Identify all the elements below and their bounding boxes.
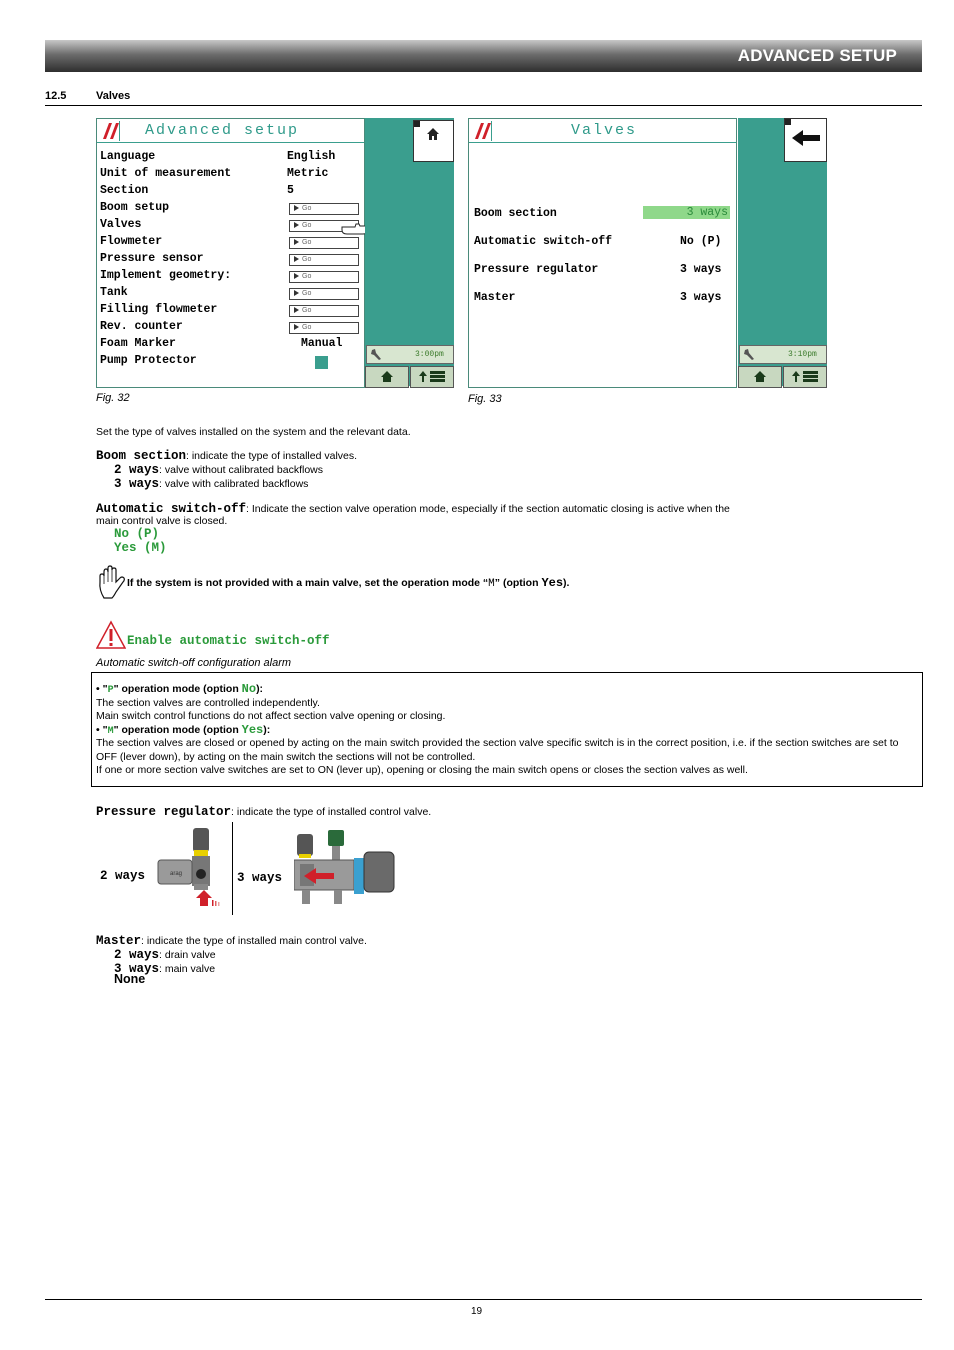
- fig32-go-button[interactable]: [289, 237, 359, 249]
- go-label: Go: [302, 273, 312, 280]
- master-desc: Master: indicate the type of installed main control valve.: [96, 934, 367, 948]
- brand-logo-icon: [471, 122, 491, 140]
- home-icon: [426, 127, 440, 141]
- header-bar: [45, 40, 922, 72]
- master-option-2ways: 2 ways: drain valve: [114, 948, 216, 962]
- fig32-go-button[interactable]: [289, 203, 359, 215]
- up-menu-icon: [792, 370, 820, 384]
- master-option-3ways: 3 ways: main valve: [114, 962, 216, 976]
- footer-rule: [45, 1299, 922, 1300]
- master-option-none: None: [114, 972, 146, 986]
- pressure-label-3ways: 3 ways: [237, 871, 283, 885]
- play-icon: [294, 222, 299, 228]
- fig32-title: Advanced setup: [145, 122, 300, 139]
- section-title: Valves: [96, 90, 131, 102]
- fig33-selected-value[interactable]: 3 ways: [643, 206, 730, 219]
- brand-logo-icon: [99, 122, 119, 140]
- svg-text:arag: arag: [170, 871, 183, 877]
- back-arrow-icon: [791, 128, 821, 148]
- three-way-valve-image: [294, 828, 398, 908]
- fig32-go-button[interactable]: [289, 254, 359, 266]
- fig32-row-label: Tank: [100, 286, 128, 299]
- autoswitch-option-yes: Yes (M): [114, 541, 167, 555]
- fig33-row-label: Boom section: [474, 207, 557, 220]
- boom-option-2ways: 2 ways: valve without calibrated backflows: [114, 463, 324, 477]
- fig32-go-button[interactable]: [289, 322, 359, 334]
- section-number: 12.5: [45, 90, 67, 102]
- fig32-clock: 3:00pm: [415, 350, 444, 359]
- fig33-status-bar: [739, 345, 827, 364]
- m-mode-line1: The section valves are closed or opened by acting on the main switch provided the section valve specific switch is in the correct position, i.e. if the section switches are set to OFF (lever down), by acting on the main switch the sections will not be controlled.: [96, 737, 899, 763]
- operation-mode-box: [91, 672, 923, 787]
- fig32-menu-softkey[interactable]: [410, 366, 454, 388]
- fig32-row-label: Filling flowmeter: [100, 303, 218, 316]
- home-icon: [380, 370, 394, 383]
- p-mode-line2: Main switch control functions do not affect section valve opening or closing.: [96, 710, 446, 722]
- page-number: 19: [471, 1306, 483, 1317]
- alarm-caption: Automatic switch-off configuration alarm: [96, 657, 292, 669]
- home-icon: [753, 370, 767, 383]
- fig33-row-label: Pressure regulator: [474, 263, 599, 276]
- autoswitch-option-no: No (P): [114, 527, 160, 541]
- autoswitch-desc: Automatic switch-off: Indicate the section valve operation mode, especially if the section automatic closing is active when the: [96, 502, 730, 516]
- fig32-home-softkey[interactable]: [365, 366, 409, 388]
- wrench-icon: [743, 348, 755, 361]
- warning-triangle-icon: [96, 620, 126, 650]
- m-mode-line2: If one or more section valve switches are set to ON (lever up), opening or closing the main switch opens or closes the section valves as well.: [96, 764, 748, 776]
- go-label: Go: [302, 256, 312, 263]
- fig32-row-label: Valves: [100, 218, 142, 231]
- fig33-main-panel: [468, 118, 737, 388]
- wrench-icon: [370, 348, 382, 361]
- fig32-status-bar: [366, 345, 454, 364]
- fig32-row-value: Metric: [287, 167, 329, 180]
- fig32-row-label: Unit of measurement: [100, 167, 232, 180]
- fig32-row-label: Foam Marker: [100, 337, 176, 350]
- fig33-clock: 3:10pm: [788, 350, 817, 359]
- go-label: Go: [302, 222, 312, 229]
- pressure-divider: [232, 822, 233, 915]
- fig32-screen: [96, 118, 456, 390]
- fig33-title: Valves: [571, 122, 638, 139]
- play-icon: [294, 205, 299, 211]
- fig33-caption: Fig. 33: [468, 393, 502, 405]
- boom-section-desc: Boom section: indicate the type of installed valves.: [96, 449, 358, 463]
- pressure-label-2ways: 2 ways: [100, 869, 146, 883]
- alarm-title: Enable automatic switch-off: [127, 634, 330, 648]
- note-text: If the system is not provided with a main valve, set the operation mode “M” (option Yes).: [127, 576, 570, 590]
- fig32-main-panel: [96, 118, 365, 388]
- fig32-row-value: English: [287, 150, 336, 163]
- fig32-go-button[interactable]: [289, 305, 359, 317]
- play-icon: [294, 324, 299, 330]
- fig33-softkey-column: [738, 118, 827, 386]
- section-rule: [45, 105, 922, 106]
- fig32-caption: Fig. 32: [96, 392, 130, 404]
- fig33-title-bar: [469, 119, 736, 143]
- fig32-home-key[interactable]: [413, 120, 454, 162]
- go-label: Go: [302, 307, 312, 314]
- pressure-regulator-desc: Pressure regulator: indicate the type of installed control valve.: [96, 805, 432, 819]
- fig33-screen: [468, 118, 830, 390]
- fig32-row-label: Boom setup: [100, 201, 170, 214]
- fig32-title-bar: [97, 119, 364, 143]
- fig33-row-label: Master: [474, 291, 516, 304]
- fig33-row-value: No (P): [680, 235, 722, 248]
- fig33-menu-softkey[interactable]: [783, 366, 827, 388]
- fig32-row-label: Language: [100, 150, 156, 163]
- fig33-row-value: 3 ways: [680, 291, 722, 304]
- play-icon: [294, 307, 299, 313]
- fig33-row-label: Automatic switch-off: [474, 235, 613, 248]
- play-icon: [294, 273, 299, 279]
- fig32-row-label: Section: [100, 184, 149, 197]
- fig33-back-key[interactable]: [784, 118, 827, 162]
- fig32-row-value: 5: [287, 184, 294, 197]
- hand-note-icon: [96, 564, 128, 600]
- autoswitch-desc-line2: main control valve is closed.: [96, 515, 228, 527]
- go-label: Go: [302, 239, 312, 246]
- up-menu-icon: [419, 370, 447, 384]
- go-label: Go: [302, 324, 312, 331]
- play-icon: [294, 290, 299, 296]
- header-title: ADVANCED SETUP: [737, 46, 897, 65]
- fig32-row-label: Pump Protector: [100, 354, 197, 367]
- fig33-home-softkey[interactable]: [738, 366, 782, 388]
- p-mode-heading: • "P" operation mode (option No):: [96, 682, 264, 696]
- fig32-row-label: Pressure sensor: [100, 252, 204, 265]
- intro-text: Set the type of valves installed on the system and the relevant data.: [96, 426, 411, 438]
- fig32-row-label: Flowmeter: [100, 235, 163, 248]
- go-label: Go: [302, 290, 312, 297]
- fig33-row-value: 3 ways: [680, 263, 722, 276]
- fig32-go-button[interactable]: [289, 271, 359, 283]
- m-mode-heading: • "M" operation mode (option Yes):: [96, 723, 271, 737]
- fig32-go-button[interactable]: [289, 288, 359, 300]
- pump-protector-toggle[interactable]: [315, 356, 328, 369]
- go-label: Go: [302, 205, 312, 212]
- fig32-softkey-column: [365, 118, 454, 386]
- play-icon: [294, 256, 299, 262]
- fig32-row-value: Manual: [301, 337, 343, 350]
- boom-option-3ways: 3 ways: valve with calibrated backflows: [114, 477, 309, 491]
- fig32-row-label: Implement geometry:: [100, 269, 232, 282]
- two-way-valve-image: [156, 826, 222, 908]
- fig32-row-label: Rev. counter: [100, 320, 183, 333]
- p-mode-line1: The section valves are controlled independently.: [96, 697, 320, 709]
- play-icon: [294, 239, 299, 245]
